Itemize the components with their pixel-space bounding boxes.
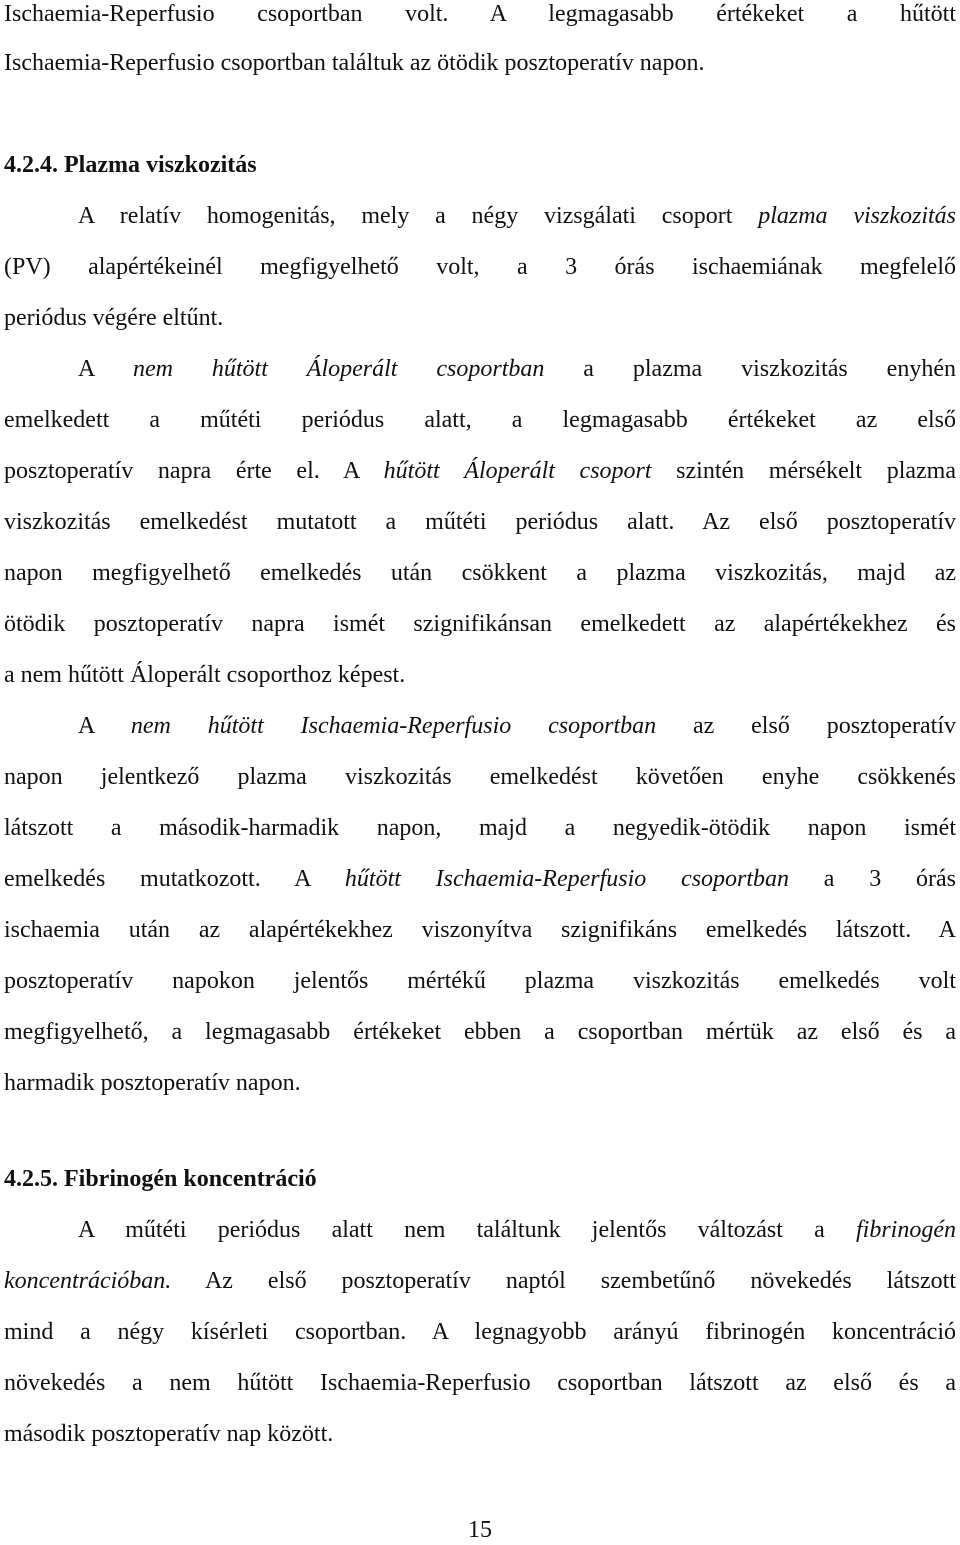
body-line: a nem hűtött Áloperált csoporthoz képest. xyxy=(4,662,406,688)
emphasis: fibrinogén xyxy=(856,1217,956,1243)
body-line: posztoperatív napokon jelentős mértékű plazma viszkozitás emelkedés volt xyxy=(4,968,956,994)
emphasis: hűtött Ischaemia-Reperfusio csoportban xyxy=(344,866,790,892)
body-line: napon jelentkező plazma viszkozitás emelkedést követően enyhe csökkenés xyxy=(4,764,956,790)
body-line: viszkozitás emelkedést mutatott a műtéti periódus alatt. Az első posztoperatív xyxy=(4,509,956,535)
section-heading xyxy=(4,150,257,180)
body-line: (PV) alapértékeinél megfigyelhető volt, a 3 órás ischaemiának megfelelő xyxy=(4,254,956,280)
body-line: napon megfigyelhető emelkedés után csökkent a plazma viszkozitás, majd az xyxy=(4,560,956,586)
body-line: A nem hűtött Ischaemia-Reperfusio csoportban az első posztoperatív xyxy=(78,713,956,739)
body-line: koncentrációban. Az első posztoperatív naptól szembetűnő növekedés látszott xyxy=(4,1268,956,1294)
body-line: emelkedés mutatkozott. A hűtött Ischaemia-Reperfusio csoportban a 3 órás xyxy=(4,866,956,892)
body-line: emelkedett a műtéti periódus alatt, a legmagasabb értékeket az első xyxy=(4,407,956,433)
body-line: ischaemia után az alapértékekhez viszonyítva szignifikáns emelkedés látszott. A xyxy=(4,917,956,943)
section-title: Plazma viszkozitás xyxy=(64,152,257,178)
body-line: A relatív homogenitás, mely a négy vizsgálati csoport plazma viszkozitás xyxy=(78,203,957,229)
body-line: növekedés a nem hűtött Ischaemia-Reperfusio csoportban látszott az első és a xyxy=(4,1370,956,1396)
body-line: megfigyelhető, a legmagasabb értékeket ebben a csoportban mértük az első és a xyxy=(4,1019,956,1045)
body-line: látszott a második-harmadik napon, majd a negyedik-ötödik napon ismét xyxy=(4,815,956,841)
body-line: Ischaemia-Reperfusio csoportban volt. A legmagasabb értékeket a hűtött xyxy=(4,1,956,27)
emphasis: nem hűtött Ischaemia-Reperfusio csoportban xyxy=(130,713,657,739)
emphasis: plazma viszkozitás xyxy=(758,203,957,229)
body-line: A nem hűtött Áloperált csoportban a plazma viszkozitás enyhén xyxy=(78,356,956,382)
page-number: 15 xyxy=(468,1517,492,1543)
emphasis: hűtött Áloperált csoport xyxy=(383,458,652,484)
body-line: periódus végére eltűnt. xyxy=(4,305,224,331)
section-title: Fibrinogén koncentráció xyxy=(64,1166,317,1192)
body-line: ötödik posztoperatív napra ismét szignifikánsan emelkedett az alapértékekhez és xyxy=(4,611,956,637)
body-line: A műtéti periódus alatt nem találtunk jelentős változást a fibrinogén xyxy=(78,1217,956,1243)
body-line: Ischaemia-Reperfusio csoportban találtuk az ötödik posztoperatív napon. xyxy=(4,50,705,76)
body-line: mind a négy kísérleti csoportban. A legnagyobb arányú fibrinogén koncentráció xyxy=(4,1319,956,1345)
body-line: harmadik posztoperatív napon. xyxy=(4,1070,301,1096)
section-heading xyxy=(4,1164,317,1194)
emphasis: nem hűtött Áloperált csoportban xyxy=(132,356,545,382)
body-line: második posztoperatív nap között. xyxy=(4,1421,334,1447)
section-number: 4.2.5. xyxy=(4,1166,58,1192)
section-number: 4.2.4. xyxy=(4,152,58,178)
body-line: posztoperatív napra érte el. A hűtött Áloperált csoport szintén mérsékelt plazma xyxy=(4,458,956,484)
emphasis: koncentrációban. xyxy=(4,1268,172,1294)
